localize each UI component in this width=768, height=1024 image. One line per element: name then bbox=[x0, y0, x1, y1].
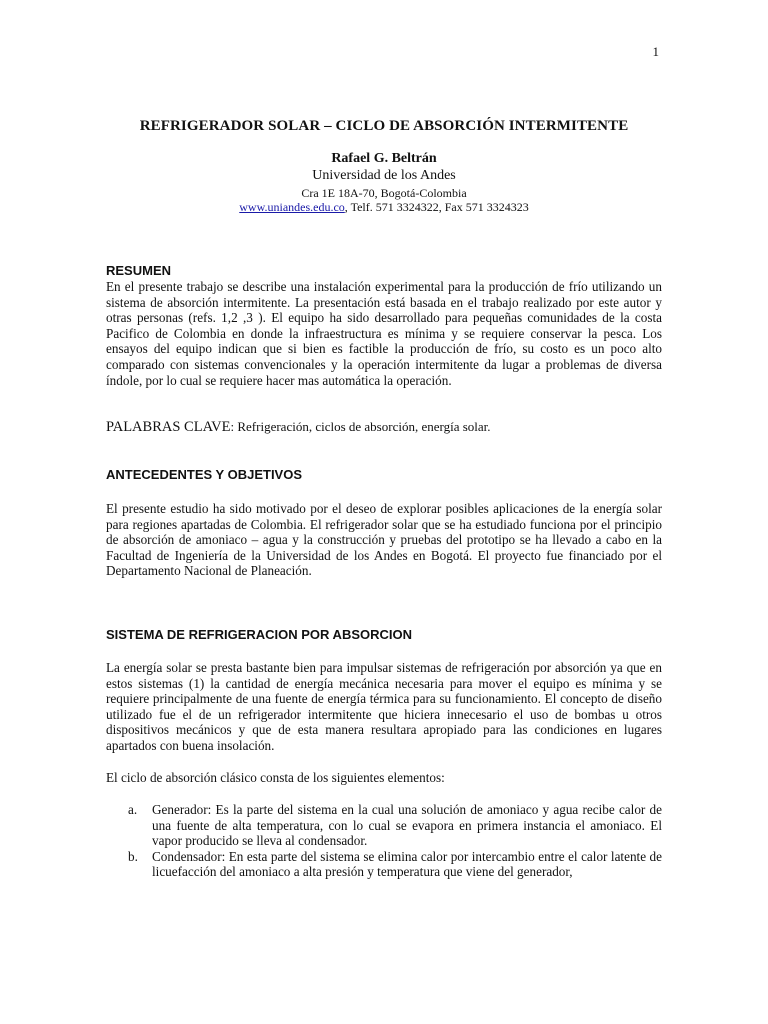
keywords-label: PALABRAS CLAVE bbox=[106, 419, 231, 435]
contact-line bbox=[0, 200, 768, 215]
sistema-heading: SISTEMA DE REFRIGERACION POR ABSORCION bbox=[106, 627, 413, 642]
author-name: Rafael G. Beltrán bbox=[331, 151, 437, 166]
resumen-text: En el presente trabajo se describe una instalación experimental para la producción de frío utilizando un sistema de absorción intermitente. La presentación está basada en el trabajo realizado por este autor y otras personas (refs. 1,2 ,3 ). El equipo ha sido desarrollado para pequeñas comunidades de la costa Pacifico de Colombia en donde la infraestructura es mínima y se requiere conservar la pesca. Los ensayos del equipo indican que si bien es factible la producción de frío, su costo es un poco alto comparado con sistemas convencionales y la operación intermitente da lugar a problemas de diversa índole, por lo cual se requiere hacer mas automática la operación. bbox=[106, 279, 662, 388]
sistema-text: La energía solar se presta bastante bien para impulsar sistemas de refrigeración por absorción ya que en estos sistemas (1) la cantidad de energía mecánica necesaria para mover el equipo es mínima y se requiere principalmente de una fuente de energía térmica para su funcionamiento. El concepto de diseño utilizado fue el de un refrigerador intermitente que hiciera innecesario el uso de bombas u otros dispositivos mecánicos y que de esta manera resultara apropiado para las condiciones en lugares apartados con buena insolación. bbox=[106, 660, 662, 753]
list-marker: a. bbox=[128, 802, 138, 817]
elements-list bbox=[128, 802, 662, 880]
list-marker: b. bbox=[128, 848, 138, 864]
website-link[interactable]: www.uniandes.edu.co bbox=[239, 200, 345, 214]
phone-fax: , Telf. 571 3324322, Fax 571 3324323 bbox=[344, 200, 529, 214]
list-item bbox=[128, 802, 662, 849]
address: Cra 1E 18A-70, Bogotá-Colombia bbox=[301, 186, 467, 200]
antecedentes-text: El presente estudio ha sido motivado por el deseo de explorar posibles aplicaciones de la energía solar para regiones apartadas de Colombia. El refrigerador solar que se ha estudiado funciona por el principio de absorción de amoniaco – agua y la construcción y pruebas del prototipo se ha llevado a cabo en la Facultad de Ingeniería de la Universidad de los Andes en Bogotá. El proyecto fue financiado por el Departamento Nacional de Planeación. bbox=[106, 501, 662, 579]
list-item-text: Generador: Es la parte del sistema en la cual una solución de amoniaco y agua recibe calor de una fuente de alta temperatura, con lo cual se evapora en primera instancia el amoniaco. El vapor producido se lleva al condensador. bbox=[152, 802, 662, 849]
affiliation: Universidad de los Andes bbox=[312, 168, 456, 183]
sistema-intro: El ciclo de absorción clásico consta de los siguientes elementos: bbox=[106, 770, 445, 785]
keywords-text: : Refrigeración, ciclos de absorción, energía solar. bbox=[230, 419, 491, 434]
paper-title: REFRIGERADOR SOLAR – CICLO DE ABSORCIÓN INTERMITENTE bbox=[139, 118, 629, 134]
keywords-line bbox=[106, 419, 662, 436]
antecedentes-heading: ANTECEDENTES Y OBJETIVOS bbox=[106, 467, 303, 482]
list-item bbox=[128, 849, 662, 880]
resumen-heading: RESUMEN bbox=[106, 263, 172, 278]
list-item-text: Condensador: En esta parte del sistema se elimina calor por intercambio entre el calor latente de licuefacción del amoniaco a alta presión y temperatura que viene del generador, bbox=[152, 848, 662, 880]
page-number: 1 bbox=[652, 44, 659, 59]
